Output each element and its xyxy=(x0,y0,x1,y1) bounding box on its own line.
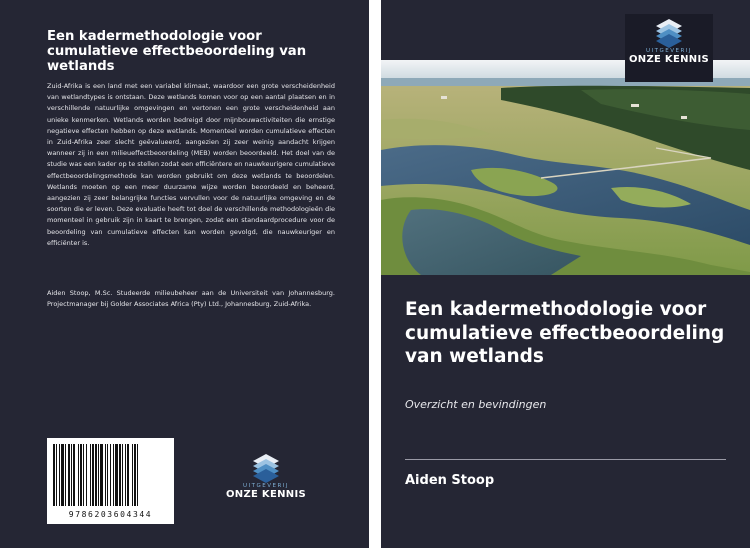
back-cover-blurb: Zuid-Afrika is een land met een variabel klimaat, waardoor een grote verscheidenheid van wetlandtypes is ontstaan. Deze wetlands komen voor op een aantal plaatsen en in verschillende natuurlijke omgevingen en vertonen een grote verscheidenheid aan unieke kenmerken. Wetlands worden bedreigd door mijnbouwactiviteiten die ernstige negatieve effecten hebben op deze wetlands. Momenteel worden cumulatieve effecten in Zuid-Afrika zeer slecht geëvalueerd, aangezien zij zeer weinig aandacht krijgen wanneer zij in een milieueffectbeoordeling (MEB) worden beoordeeld. Het doel van de studie was een kader op te stellen zodat een efficiëntere en nauwkeurigere cumulatieve effectbeoordelingsmethode kan worden gebruikt om deze wetlands te beoordelen. Wetlands moeten op een meer duurzame wijze worden beoordeeld en beheerd, aangezien zij zeer belangrijke functies vervullen voor de natuurlijke omgeving en de soorten die er leven. Deze evaluatie heeft tot doel de verschillende methodologieën die momenteel in gebruik zijn in kaart te brengen, zodat een standaardprocedure voor de beoordeling van cumulatieve effecten kan worden gevolgd, die nauwkeuriger en efficiënter is. xyxy=(47,82,335,247)
front-cover-title: Een kadermethodologie voor cumulatieve effectbeoordeling van wetlands xyxy=(405,299,725,367)
wetland-aerial-photo xyxy=(381,60,750,275)
front-cover xyxy=(381,0,750,548)
publisher-name: ONZE KENNIS xyxy=(226,489,306,500)
publisher-logo-back xyxy=(226,451,306,500)
isbn-number: 9786203604344 xyxy=(68,510,153,519)
author-bio: Aiden Stoop, M.Sc. Studeerde milieubeheer aan de Universiteit van Johannesburg. Projectmanager bij Golder Associates Africa (Pty) Ltd., Johannesburg, Zuid-Afrika. xyxy=(47,289,335,308)
front-cover-subtitle: Overzicht en bevindingen xyxy=(405,398,547,411)
divider xyxy=(405,459,726,460)
back-cover xyxy=(0,0,369,548)
publisher-logo-front xyxy=(625,14,713,82)
barcode-icon xyxy=(51,442,170,508)
barcode xyxy=(47,438,174,524)
publisher-small-label: UITGEVERIJ xyxy=(645,48,693,54)
book-stack-logo-icon xyxy=(249,451,283,483)
back-cover-title: Een kadermethodologie voor cumulatieve effectbeoordeling van wetlands xyxy=(47,29,307,74)
publisher-name: ONZE KENNIS xyxy=(629,54,709,65)
publisher-small-label: UITGEVERIJ xyxy=(242,483,290,489)
book-stack-logo-icon xyxy=(652,16,686,48)
front-cover-author: Aiden Stoop xyxy=(405,473,495,488)
